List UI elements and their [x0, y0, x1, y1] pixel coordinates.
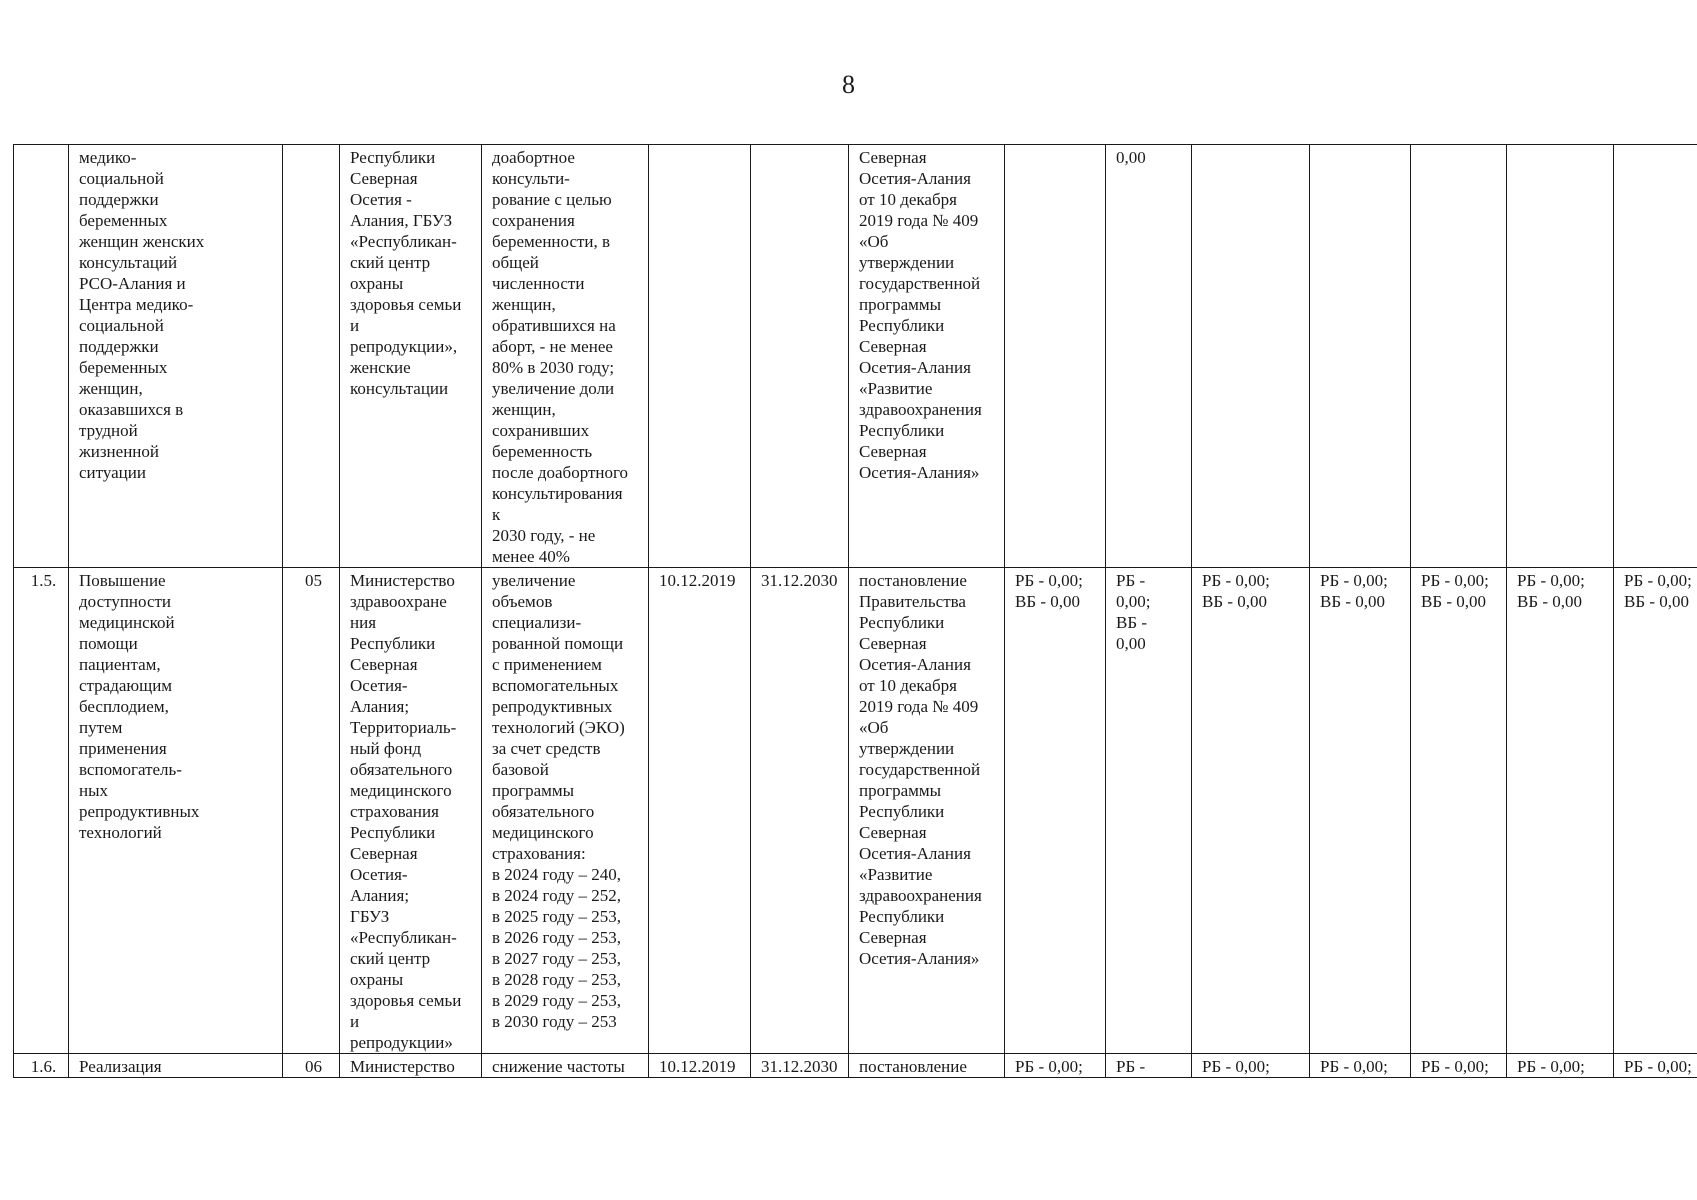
- funding-cell: 0,00: [1106, 145, 1192, 568]
- funding-cell: [1005, 145, 1106, 568]
- measure-name: медико- социальной поддержки беременных женщин женских консультаций РСО-Алания и Центра медико- социальной поддержки беременных женщин, оказавшихся в трудной жизненной ситуации: [69, 145, 283, 568]
- expected-result: снижение частоты: [482, 1054, 649, 1078]
- funding-cell: РБ - 0,00; ВБ - 0,00: [1005, 568, 1106, 1054]
- funding-cell: [1507, 145, 1614, 568]
- measure-code: 06: [283, 1054, 340, 1078]
- legal-document: Северная Осетия-Алания от 10 декабря 2019 года № 409 «Об утверждении государственной программы Республики Северная Осетия-Алания «Развитие здравоохранения Республики Северная Осетия-Алания»: [849, 145, 1005, 568]
- executor: Министерство здравоохране ния Республики Северная Осетия- Алания; Территориаль- ный фонд обязательного медицинского страхования Республики Северная Осетия- Алания; ГБУЗ «Республикан- ский центр охраны здоровья семьи и репродукции»: [340, 568, 482, 1054]
- expected-result: увеличение объемов специализи- рованной помощи с применением вспомогательных репродуктивных технологий (ЭКО) за счет средств базовой программы обязательного медицинского страхования: в 2024 году – 240, в 2024 году – 252, в 2025 году – 253, в 2026 году – 253, в 2027 году – 253, в 2028 году – 253, в 2029 году – 253, в 2030 году – 253: [482, 568, 649, 1054]
- row-number: 1.6.: [14, 1054, 69, 1078]
- funding-cell: РБ - 0,00; ВБ - 0,00: [1614, 568, 1697, 1054]
- funding-cell: РБ - 0,00;: [1310, 1054, 1411, 1078]
- end-date: [751, 145, 849, 568]
- measure-name: Реализация: [69, 1054, 283, 1078]
- funding-cell: РБ - 0,00;: [1411, 1054, 1507, 1078]
- measure-name: Повышение доступности медицинской помощи пациентам, страдающим бесплодием, путем применения вспомогатель- ных репродуктивных технологий: [69, 568, 283, 1054]
- funding-cell: РБ - 0,00;: [1614, 1054, 1697, 1078]
- table-row: [14, 1054, 1697, 1078]
- table-row: [14, 568, 1697, 1054]
- funding-cell: РБ -: [1106, 1054, 1192, 1078]
- table-row: [14, 145, 1697, 568]
- row-number: [14, 145, 69, 568]
- legal-document: постановление Правительства Республики Северная Осетия-Алания от 10 декабря 2019 года № 409 «Об утверждении государственной программы Республики Северная Осетия-Алания «Развитие здравоохранения Республики Северная Осетия-Алания»: [849, 568, 1005, 1054]
- funding-cell: РБ - 0,00; ВБ - 0,00: [1411, 568, 1507, 1054]
- funding-cell: [1411, 145, 1507, 568]
- start-date: [649, 145, 751, 568]
- end-date: 31.12.2030: [751, 1054, 849, 1078]
- row-number: 1.5.: [14, 568, 69, 1054]
- legal-document: постановление: [849, 1054, 1005, 1078]
- funding-cell: РБ - 0,00;: [1192, 1054, 1310, 1078]
- funding-cell: РБ - 0,00; ВБ - 0,00: [1310, 568, 1411, 1054]
- funding-cell: РБ - 0,00;: [1005, 1054, 1106, 1078]
- funding-cell: РБ - 0,00; ВБ - 0,00: [1192, 568, 1310, 1054]
- page-number: 8: [842, 70, 855, 99]
- start-date: 10.12.2019: [649, 568, 751, 1054]
- funding-cell: [1614, 145, 1697, 568]
- program-table: [13, 144, 1697, 1078]
- start-date: 10.12.2019: [649, 1054, 751, 1078]
- end-date: 31.12.2030: [751, 568, 849, 1054]
- measure-code: [283, 145, 340, 568]
- funding-cell: РБ - 0,00; ВБ - 0,00: [1507, 568, 1614, 1054]
- expected-result: доабортное консульти- рование с целью сохранения беременности, в общей численности женщин, обратившихся на аборт, - не менее 80% в 2030 году; увеличение доли женщин, сохранивших беременность после доабортного консультирования к 2030 году, - не менее 40%: [482, 145, 649, 568]
- funding-cell: [1310, 145, 1411, 568]
- funding-cell: [1192, 145, 1310, 568]
- measure-code: 05: [283, 568, 340, 1054]
- funding-cell: РБ - 0,00; ВБ - 0,00: [1106, 568, 1192, 1054]
- executor: Министерство: [340, 1054, 482, 1078]
- executor: Республики Северная Осетия - Алания, ГБУЗ «Республикан- ский центр охраны здоровья семьи и репродукции», женские консультации: [340, 145, 482, 568]
- funding-cell: РБ - 0,00;: [1507, 1054, 1614, 1078]
